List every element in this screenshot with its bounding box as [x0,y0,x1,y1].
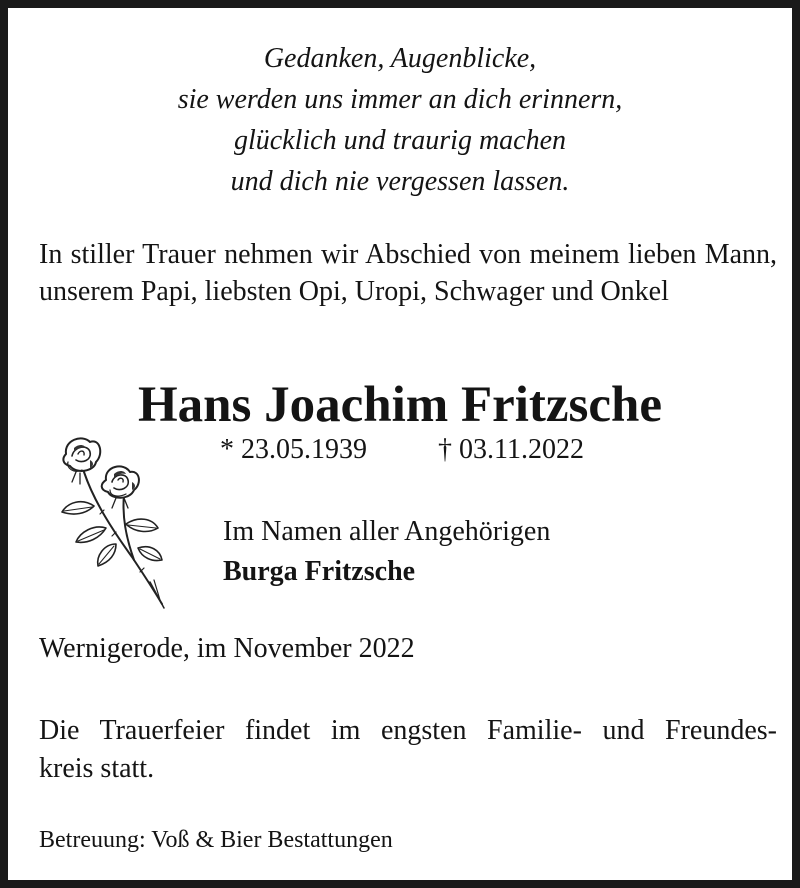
birth-date: * 23.05.1939 [220,434,367,465]
poem-line: glücklich und traurig machen [233,125,567,156]
mourning-intro [39,236,777,310]
poem-line: und dich nie vergessen lassen. [230,166,570,197]
intro-line: Onkel [600,276,669,307]
funeral-line: kreis statt. [39,753,155,784]
intro-line: In stiller Trauer nehmen wir Abschied von meinem lieben [39,239,697,270]
death-date: † 03.11.2022 [438,434,584,465]
poem-line: Gedanken, Augenblicke, [263,43,537,74]
roses-illustration-icon [54,432,172,610]
memorial-poem [8,38,792,202]
signer-name: Burga Fritzsche [223,556,416,587]
intro-line: Mann, unserem Papi, liebsten Opi, Uropi, Schwager und [39,239,778,307]
deceased-name: Hans Joachim Fritzsche [137,377,663,433]
funeral-info [39,712,777,788]
poem-line: sie werden uns immer an dich erinnern, [177,84,623,115]
signers-label: Im Namen aller Angehörigen [223,516,551,547]
funeral-line: Die Trauerfeier findet im engsten Familie- und Freundes- [39,715,777,746]
place-and-date: Wernigerode, im November 2022 [39,633,415,664]
signers-block [223,512,550,592]
undertaker-credit: Betreuung: Voß & Bier Bestattungen [39,827,393,853]
